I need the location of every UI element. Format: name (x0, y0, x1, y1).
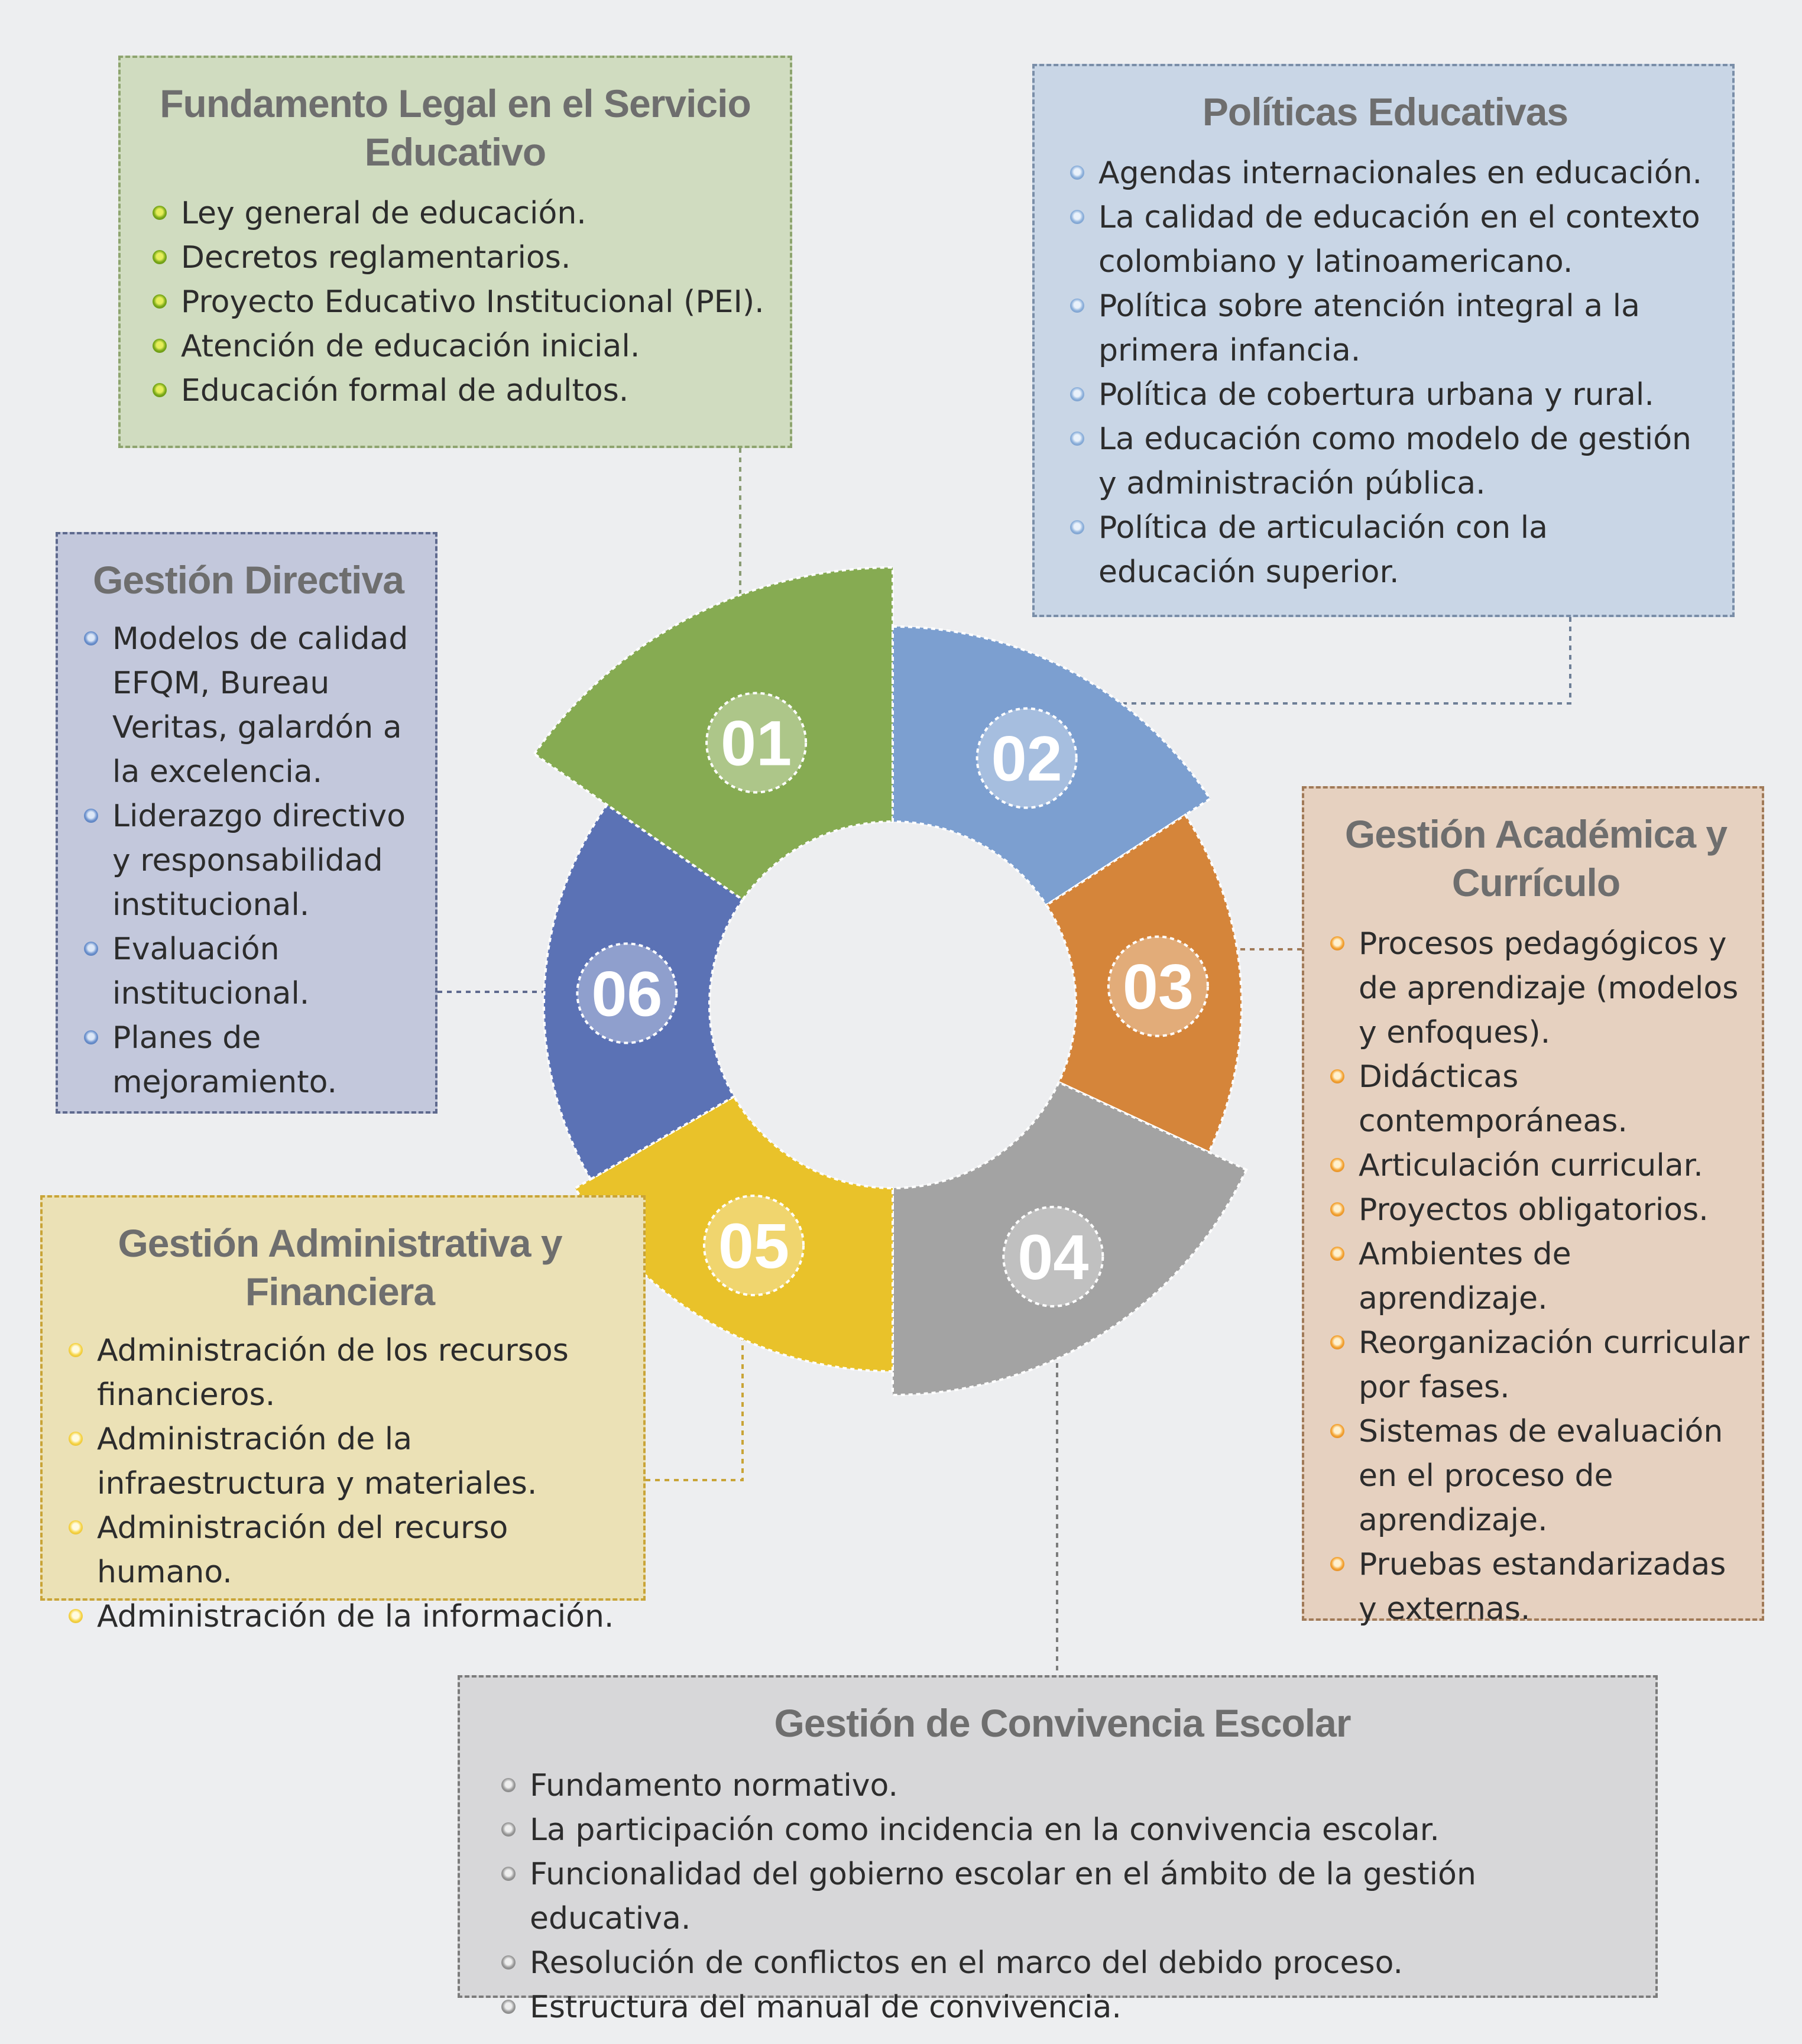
list-item (493, 1985, 1632, 2030)
segment-number: 04 (1017, 1221, 1089, 1293)
list-item-text: Política de cobertura urbana y rural. (1098, 377, 1654, 413)
list-item (144, 369, 766, 413)
bullet-icon (1070, 210, 1084, 224)
list-item (1062, 417, 1709, 506)
politicas-educativas-box (1032, 64, 1735, 617)
list-item-text: Administración de la información. (97, 1599, 614, 1634)
list-item-text: Fundamento normativo. (530, 1768, 898, 1803)
list-item-text: Planes de mejoramiento. (112, 1020, 338, 1100)
list-item (60, 1595, 620, 1639)
list-item-text: Administración de los recursos financieros. (97, 1333, 569, 1413)
list-item (1062, 284, 1709, 373)
gestion-administrativa-list (60, 1329, 620, 1639)
segment-number: 03 (1122, 950, 1194, 1023)
list-item-text: Atención de educación inicial. (181, 329, 640, 364)
gestion-convivencia-box (458, 1675, 1658, 2025)
segment-number: 02 (991, 722, 1062, 794)
list-item-text: Ley general de educación. (181, 196, 586, 231)
bullet-icon (1330, 1247, 1344, 1261)
list-item-text: Administración del recurso humano. (97, 1510, 508, 1590)
bullet-icon (1070, 431, 1084, 446)
gestion-directiva-box (56, 532, 437, 1114)
list-item (493, 1808, 1632, 1852)
gestion-administrativa-box (40, 1195, 646, 1634)
list-item (60, 1506, 620, 1595)
bullet-icon (1330, 1158, 1344, 1172)
fundamento-legal-list (144, 192, 766, 413)
bullet-icon (153, 294, 167, 309)
list-item-text: Articulación curricular. (1359, 1148, 1703, 1183)
segment-number: 06 (591, 958, 663, 1030)
bullet-icon (501, 1955, 516, 1970)
bullet-icon (153, 206, 167, 220)
bullet-icon (1330, 1202, 1344, 1216)
bullet-icon (153, 339, 167, 353)
bullet-icon (69, 1432, 83, 1446)
list-item (144, 192, 766, 236)
list-item-text: Proyecto Educativo Institucional (PEI). (181, 284, 764, 320)
list-item-text: Modelos de calidad EFQM, Bureau Veritas, galardón a la excelencia. (112, 621, 409, 790)
list-item-text: Decretos reglamentarios. (181, 240, 571, 275)
list-item (76, 1016, 421, 1105)
list-item-text: Didácticas contemporáneas. (1359, 1059, 1628, 1139)
list-item-text: Agendas internacionales en educación. (1098, 155, 1703, 191)
list-item (493, 1764, 1632, 1808)
list-item (493, 1941, 1632, 1985)
list-item (144, 325, 766, 369)
gestion-directiva-title: Gestión Directiva (93, 558, 404, 602)
list-item-text: Educación formal de adultos. (181, 373, 629, 408)
gestion-academica-box (1302, 786, 1764, 1627)
gestion-convivencia-list (493, 1764, 1632, 2030)
bullet-icon (1330, 1335, 1344, 1349)
bullet-icon (153, 250, 167, 264)
list-item-text: Evaluación institucional. (112, 932, 310, 1011)
list-item (76, 794, 421, 927)
list-item (1062, 151, 1709, 196)
list-item-text: Procesos pedagógicos y de aprendizaje (modelos y enfoques). (1359, 926, 1739, 1050)
list-item-text: Administración de la infraestructura y materiales. (97, 1422, 537, 1501)
fundamento-legal-box (118, 56, 792, 448)
bullet-icon (501, 1822, 516, 1837)
list-item-text: Resolución de conflictos en el marco del debido proceso. (530, 1945, 1404, 1981)
list-item (60, 1417, 620, 1506)
bullet-icon (501, 1778, 516, 1792)
list-item (76, 617, 421, 794)
list-item-text: Política sobre atención integral a la primera infancia. (1098, 288, 1640, 368)
bullet-icon (1070, 387, 1084, 401)
list-item-text: Pruebas estandarizadas y externas. (1359, 1547, 1726, 1627)
list-item (1062, 506, 1709, 595)
list-item (1322, 1232, 1750, 1321)
list-item (1322, 1543, 1750, 1631)
bullet-icon (1070, 299, 1084, 313)
list-item (1322, 1144, 1750, 1188)
bullet-icon (153, 383, 167, 397)
list-item-text: Política de articulación con la educación superior. (1098, 510, 1548, 590)
bullet-icon (84, 631, 98, 645)
bullet-icon (1330, 1424, 1344, 1438)
list-item-text: Estructura del manual de convivencia. (530, 1990, 1122, 2025)
gestion-academica-list (1322, 922, 1750, 1631)
list-item (144, 280, 766, 325)
list-item-text: Sistemas de evaluación en el proceso de aprendizaje. (1359, 1414, 1723, 1538)
list-item-text: Proyectos obligatorios. (1359, 1192, 1709, 1228)
fundamento-legal-title: Fundamento Legal en el Servicio Educativo (160, 82, 751, 174)
bullet-icon (1330, 1069, 1344, 1083)
bullet-icon (501, 2000, 516, 2014)
politicas-educativas-list (1062, 151, 1709, 595)
bullet-icon (69, 1343, 83, 1357)
bullet-icon (69, 1520, 83, 1534)
list-item (1322, 1188, 1750, 1232)
list-item (1062, 196, 1709, 284)
list-item-text: Funcionalidad del gobierno escolar en el ámbito de la gestión educativa. (530, 1857, 1476, 1936)
gestion-administrativa-title: Gestión Administrativa y Financiera (118, 1221, 562, 1313)
segment-number: 05 (718, 1210, 790, 1282)
list-item-text: La participación como incidencia en la convivencia escolar. (530, 1812, 1440, 1848)
gestion-convivencia-title: Gestión de Convivencia Escolar (774, 1701, 1351, 1745)
list-item (1322, 1321, 1750, 1410)
bullet-icon (1070, 520, 1084, 534)
politicas-educativas-title: Políticas Educativas (1202, 90, 1568, 134)
gestion-academica-title: Gestión Académica y Currículo (1344, 812, 1728, 904)
bullet-icon (69, 1609, 83, 1623)
bullet-icon (84, 1030, 98, 1044)
bullet-icon (1330, 936, 1344, 950)
list-item (493, 1852, 1632, 1941)
bullet-icon (84, 942, 98, 956)
list-item (1322, 922, 1750, 1055)
list-item (1062, 373, 1709, 417)
gestion-directiva-list (76, 617, 421, 1105)
bullet-icon (84, 809, 98, 823)
list-item (1322, 1410, 1750, 1543)
segment-number: 01 (721, 707, 792, 779)
list-item-text: Reorganización curricular por fases. (1359, 1325, 1749, 1405)
list-item-text: Liderazgo directivo y responsabilidad institucional. (112, 799, 406, 923)
list-item (1322, 1055, 1750, 1144)
list-item (60, 1329, 620, 1417)
list-item (144, 236, 766, 280)
bullet-icon (1070, 166, 1084, 180)
list-item-text: La calidad de educación en el contexto colombiano y latinoamericano. (1098, 200, 1700, 280)
bullet-icon (501, 1867, 516, 1881)
list-item-text: La educación como modelo de gestión y administración pública. (1098, 421, 1692, 501)
list-item (76, 927, 421, 1016)
list-item-text: Ambientes de aprendizaje. (1359, 1237, 1571, 1316)
bullet-icon (1330, 1557, 1344, 1571)
